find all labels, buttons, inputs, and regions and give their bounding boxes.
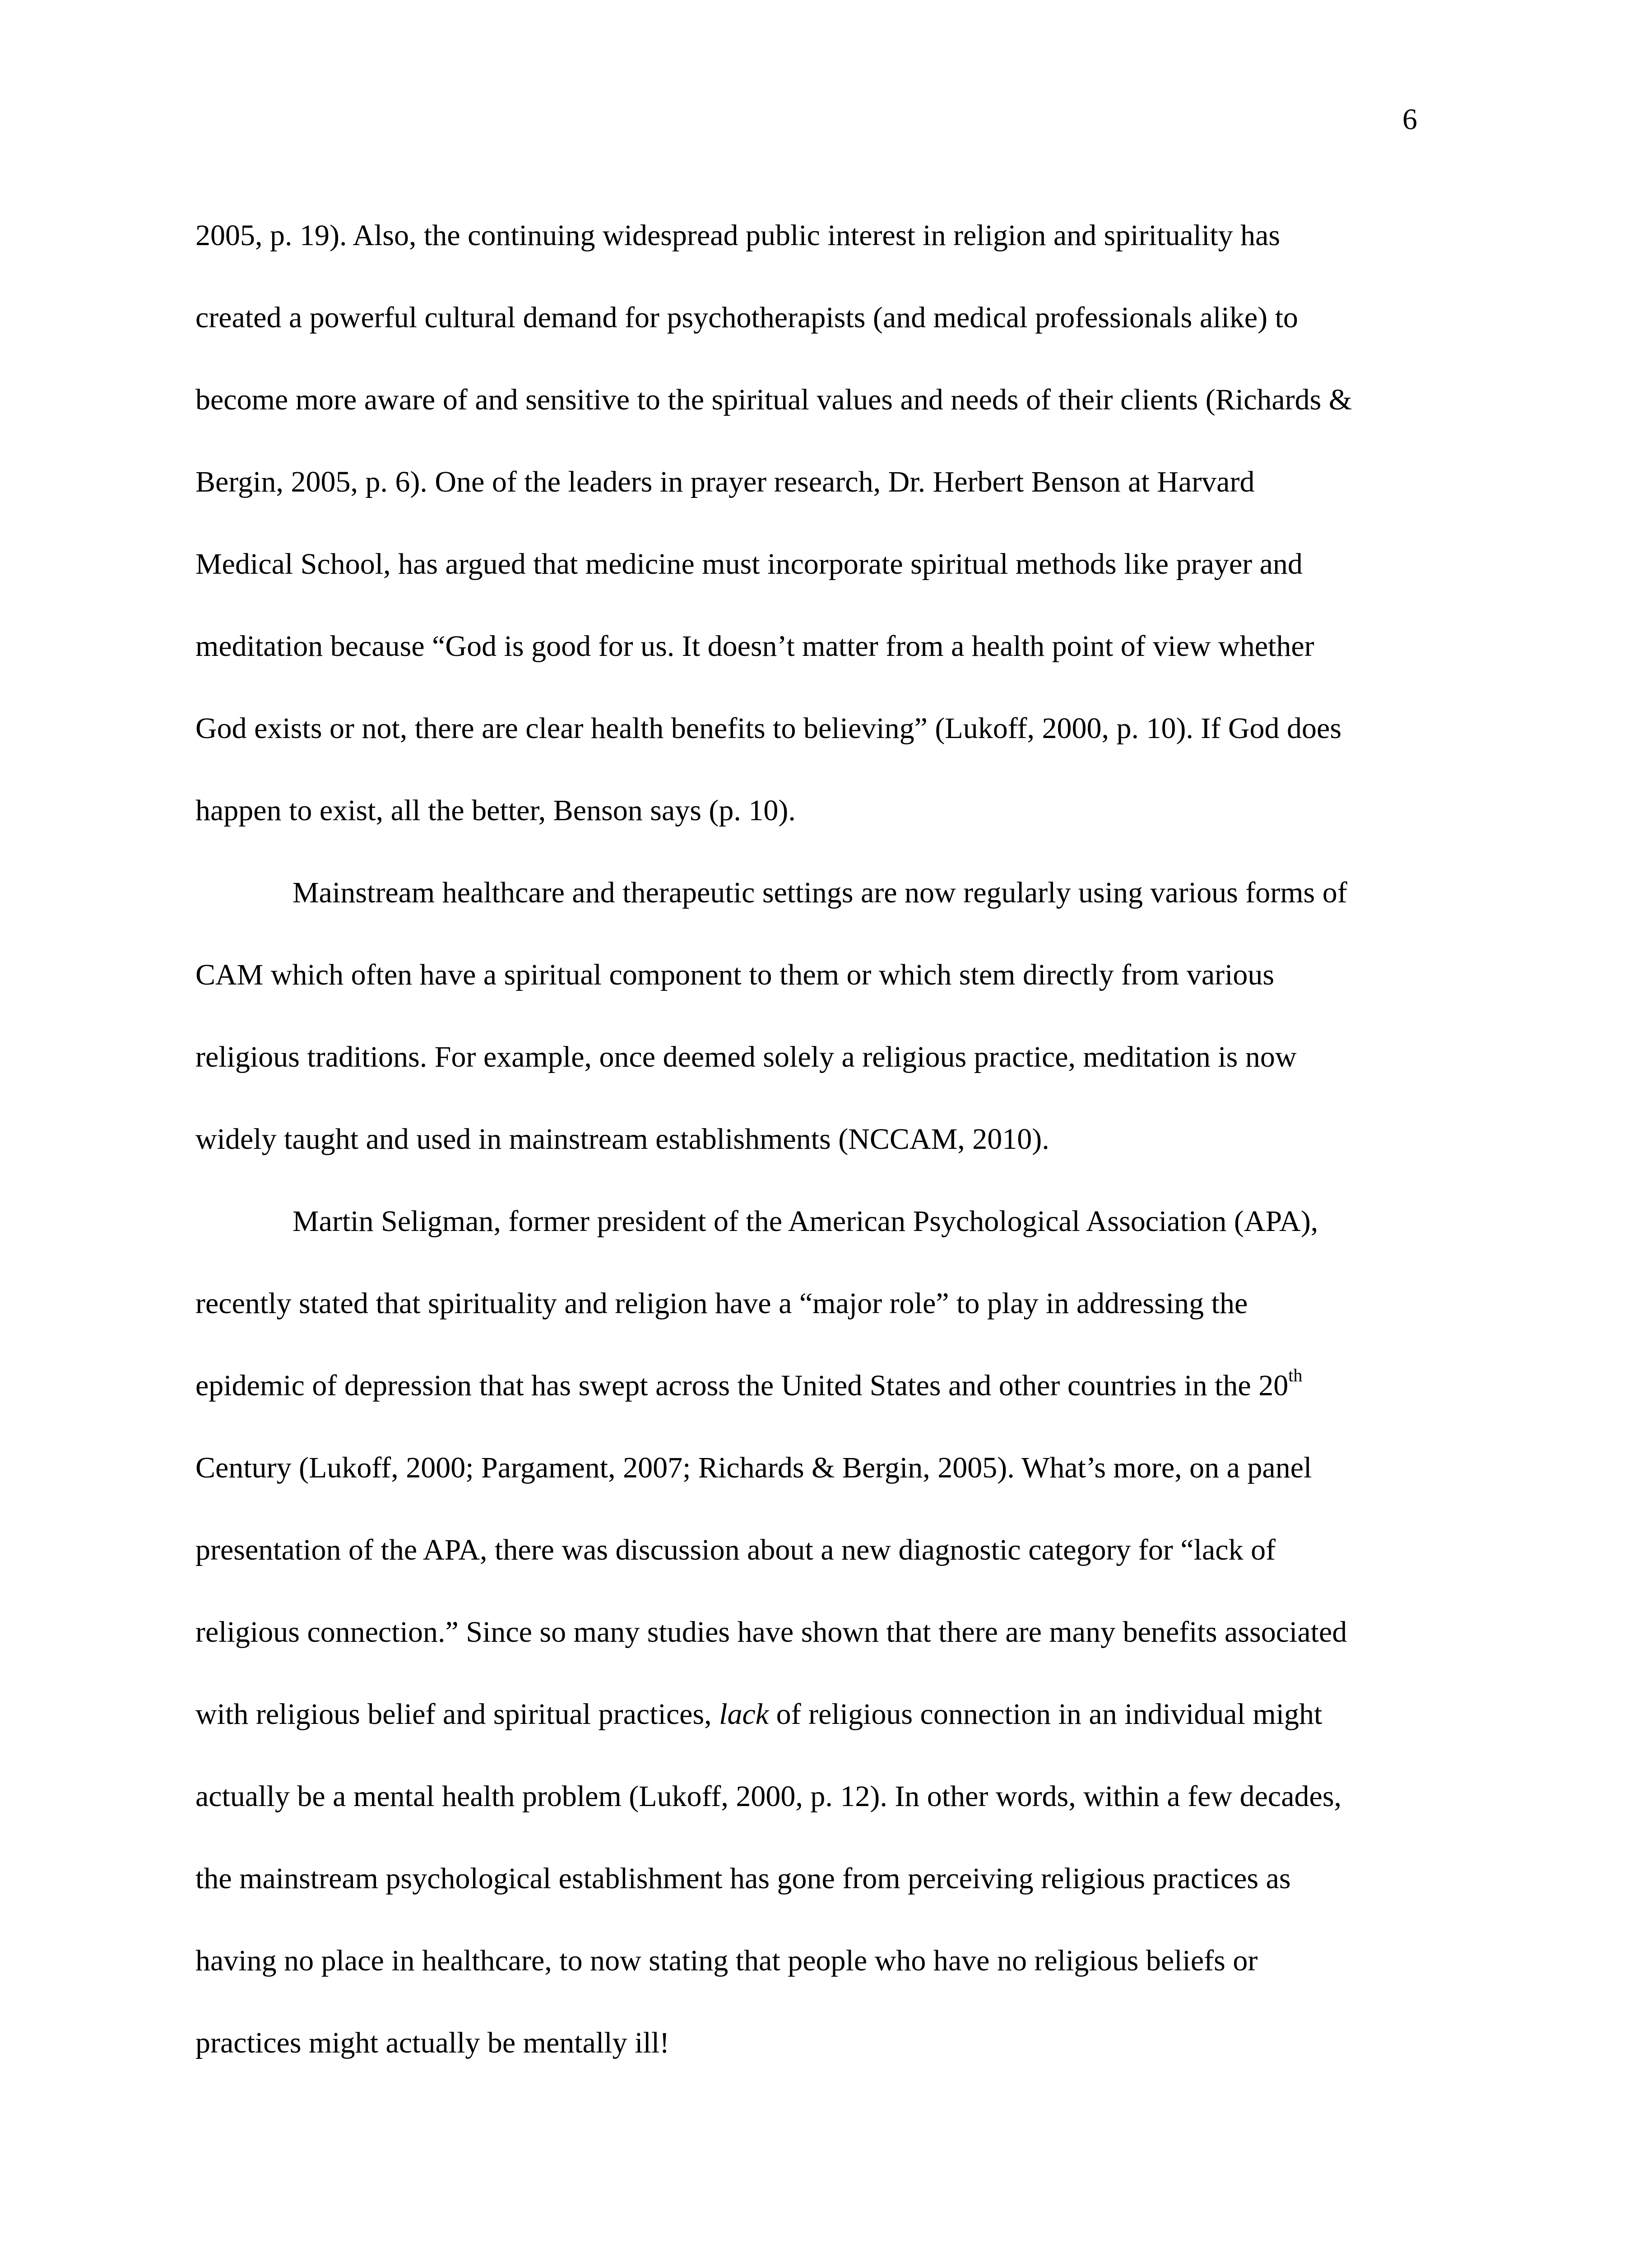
text-line: presentation of the APA, there was discussion about a new diagnostic category for “lack of: [195, 1533, 1276, 1566]
text-line: having no place in healthcare, to now stating that people who have no religious beliefs or: [195, 1944, 1258, 1977]
page-number: 6: [1402, 103, 1417, 136]
text-line: Medical School, has argued that medicine must incorporate spiritual methods like prayer and: [195, 548, 1303, 581]
text-line: widely taught and used in mainstream establishments (NCCAM, 2010).: [195, 1123, 1049, 1156]
text-line: 2005, p. 19). Also, the continuing widespread public interest in religion and spirituality has: [195, 219, 1281, 252]
text-line: Century (Lukoff, 2000; Pargament, 2007; Richards & Bergin, 2005). What’s more, on a panel: [195, 1451, 1312, 1484]
paragraph-first-line: Martin Seligman, former president of the American Psychological Association (APA),: [292, 1205, 1318, 1238]
body-text: [195, 212, 1459, 2102]
superscript: th: [1288, 1365, 1303, 1385]
text-line: the mainstream psychological establishment has gone from perceiving religious practices as: [195, 1862, 1291, 1895]
text-line: created a powerful cultural demand for psychotherapists (and medical professionals alike) to: [195, 301, 1298, 334]
text-run: epidemic of depression that has swept across the United States and other countries in the 20: [195, 1369, 1289, 1402]
text-line: Bergin, 2005, p. 6). One of the leaders in prayer research, Dr. Herbert Benson at Harvard: [195, 465, 1255, 498]
text-line-with-emphasis: [195, 1691, 1459, 1773]
text-line: CAM which often have a spiritual component to them or which stem directly from various: [195, 958, 1275, 991]
paragraph-first-line: Mainstream healthcare and therapeutic settings are now regularly using various forms of: [292, 876, 1347, 909]
text-line: recently stated that spirituality and religion have a “major role” to play in addressing the: [195, 1287, 1248, 1320]
text-line: happen to exist, all the better, Benson says (p. 10).: [195, 794, 796, 827]
text-run: of religious connection in an individual might: [769, 1698, 1323, 1731]
text-line: meditation because “God is good for us. It doesn’t matter from a health point of view whether: [195, 630, 1314, 663]
text-line: actually be a mental health problem (Lukoff, 2000, p. 12). In other words, within a few decades,: [195, 1780, 1342, 1813]
text-line: God exists or not, there are clear health benefits to believing” (Lukoff, 2000, p. 10). If God does: [195, 712, 1342, 745]
text-line-with-superscript: [195, 1362, 1459, 1444]
emphasis: lack: [719, 1698, 769, 1731]
text-line: become more aware of and sensitive to the spiritual values and needs of their clients (Richards &: [195, 383, 1352, 416]
text-line: religious connection.” Since so many studies have shown that there are many benefits associated: [195, 1616, 1347, 1649]
text-line: religious traditions. For example, once deemed solely a religious practice, meditation is now: [195, 1040, 1297, 1073]
text-run: with religious belief and spiritual practices,: [195, 1698, 719, 1731]
text-line: practices might actually be mentally ill!: [195, 2026, 670, 2059]
